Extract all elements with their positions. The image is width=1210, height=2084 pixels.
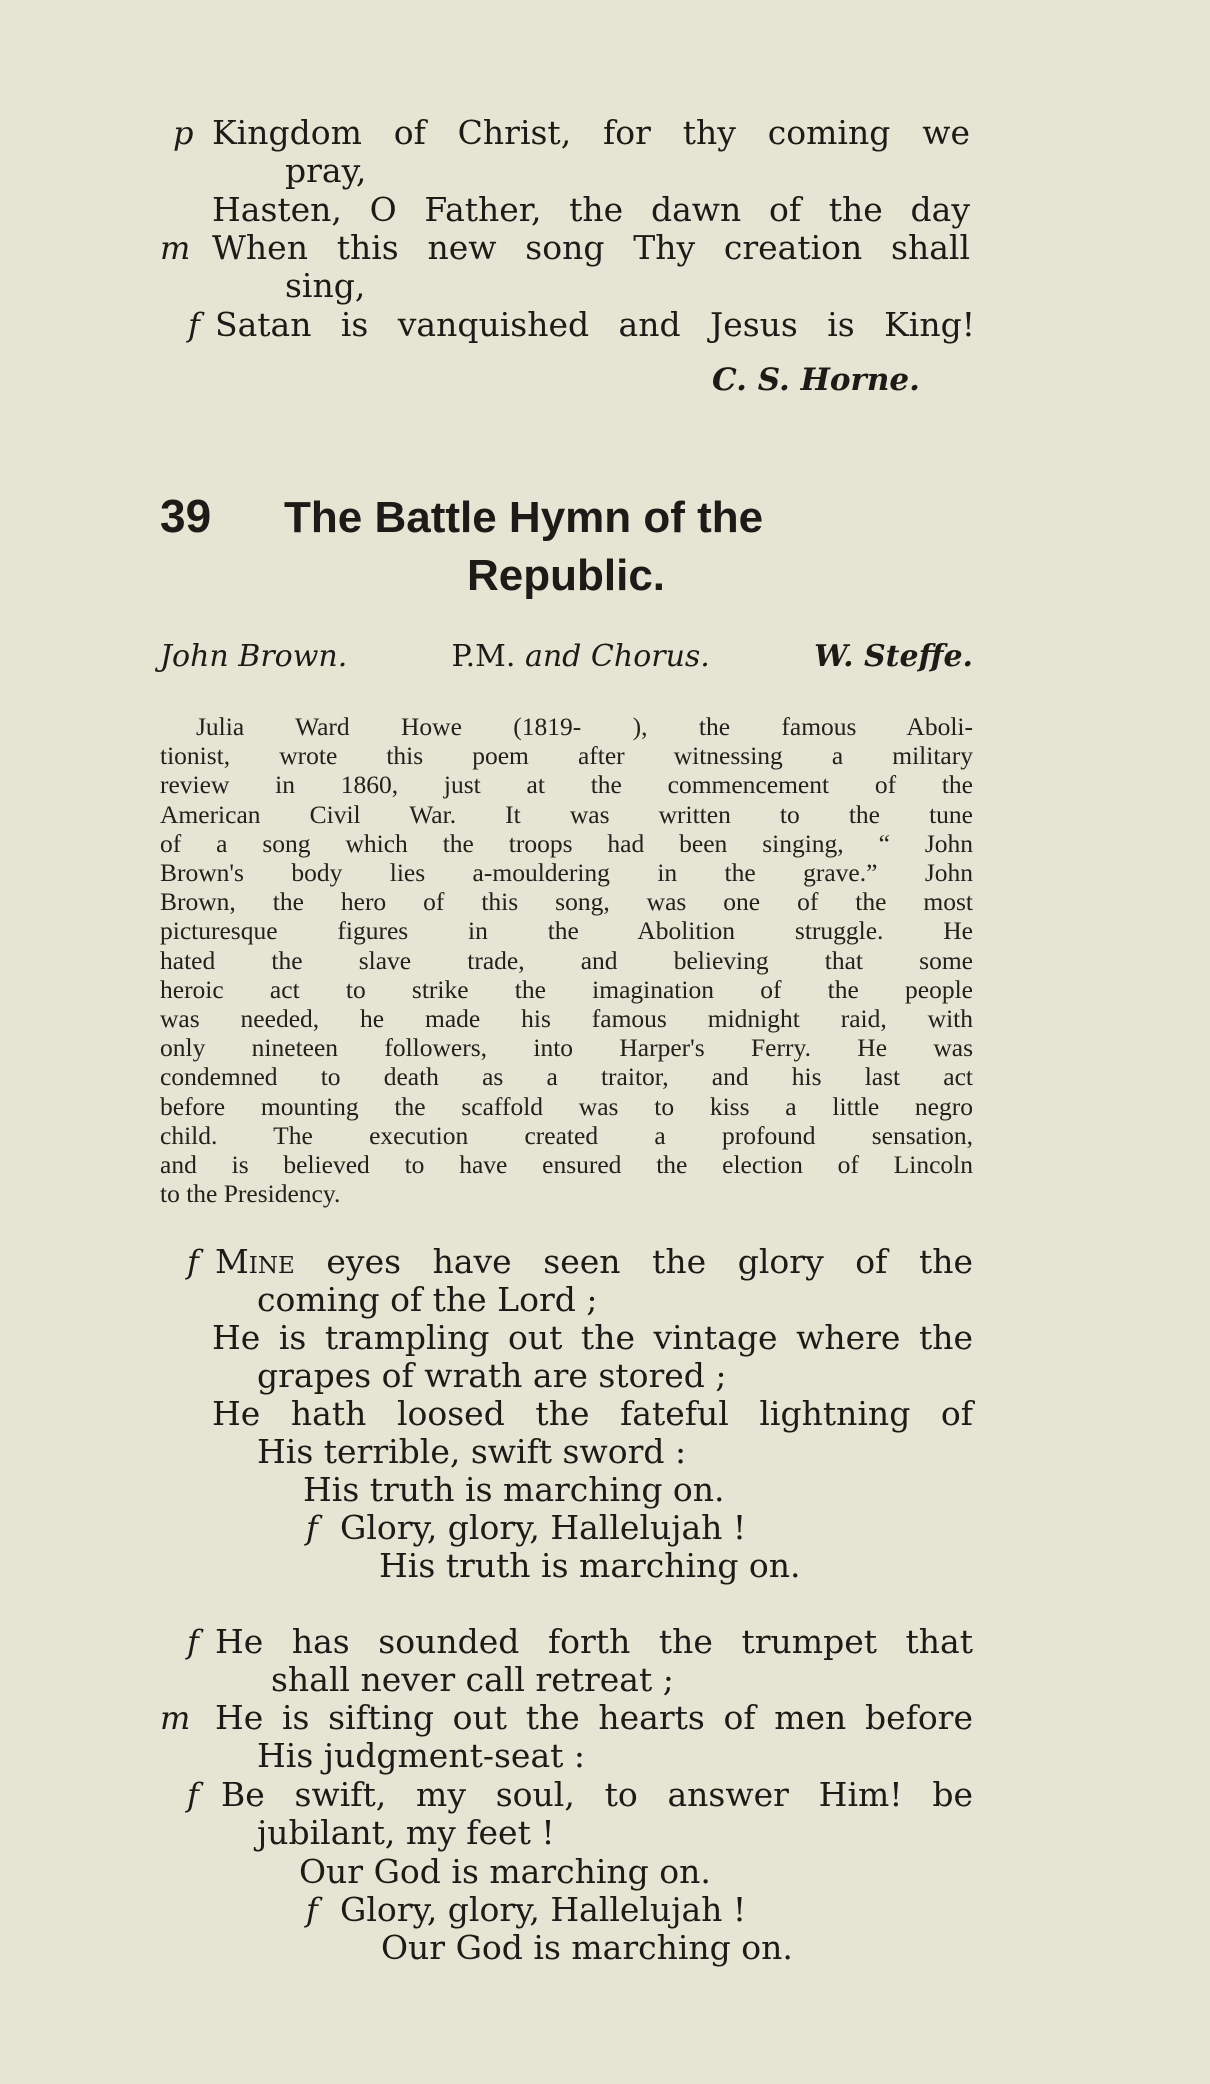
note-line: heroic act to strike the imagination of the people (160, 974, 973, 1004)
hymn-title-continued: Republic. (467, 551, 666, 600)
note-line: picturesque figures in the Abolition struggle. He (160, 916, 973, 946)
author-credit: C. S. Horne. (712, 362, 920, 398)
dynamic-mark: f (188, 306, 200, 344)
verse-line: grapes of wrath are stored ; (257, 1356, 727, 1395)
note-line: of a song which the troops had been singing, “ John (160, 828, 973, 858)
meter: P.M. (451, 639, 516, 674)
dynamic-mark: f (306, 1891, 318, 1929)
verse-line: Be swift, my soul, to answer Him! be (221, 1775, 973, 1814)
verse-line: He has sounded forth the trumpet that (215, 1622, 973, 1661)
dynamic-mark: f (187, 1776, 199, 1814)
meter-group (452, 637, 710, 677)
note-line: child. The execution created a profound sensation, (160, 1120, 973, 1150)
verse-line: jubilant, my feet ! (257, 1813, 555, 1852)
hymn-number: 39 (160, 490, 212, 542)
note-line: hated the slave trade, and believing that some (160, 945, 973, 975)
note-line: only nineteen followers, into Harper's Ferry. He was (160, 1033, 973, 1063)
verse-line: shall never call retreat ; (271, 1660, 674, 1699)
chorus-line: His truth is marching on. (379, 1546, 801, 1585)
note-line: was needed, he made his famous midnight raid, with (160, 1004, 973, 1034)
verse-line: pray, (285, 151, 367, 190)
dynamic-mark: f (187, 1623, 199, 1661)
note-line: before mounting the scaffold was to kiss a little negro (160, 1091, 973, 1121)
note-line: review in 1860, just at the commencement of the (160, 770, 973, 800)
note-line: tionist, wrote this poem after witnessing a military (160, 741, 973, 771)
verse-line: His judgment-seat : (257, 1736, 585, 1775)
dynamic-mark: f (306, 1509, 318, 1547)
chorus-line: Our God is marching on. (381, 1928, 793, 1967)
verse-line: When this new song Thy creation shall (212, 228, 970, 267)
dynamic-mark: p (173, 114, 194, 152)
tune-name: John Brown. (160, 639, 348, 674)
verse-line: sing, (285, 266, 366, 305)
verse-line: Hasten, O Father, the dawn of the day (212, 190, 970, 229)
note-line: to the Presidency. (160, 1179, 341, 1209)
first-word: Mine (215, 1242, 295, 1281)
chorus-line: Glory, glory, Hallelujah ! (340, 1890, 747, 1929)
verse-line: He is sifting out the hearts of men before (215, 1698, 973, 1737)
verse-line: He is trampling out the vintage where the (212, 1318, 973, 1357)
chorus-line: Glory, glory, Hallelujah ! (340, 1508, 747, 1547)
verse-line-rest: eyes have seen the glory of the (326, 1242, 973, 1281)
meter-extra: and Chorus. (524, 639, 710, 674)
note-line: American Civil War. It was written to the tune (160, 799, 973, 829)
hymn-title: The Battle Hymn of the (284, 493, 764, 542)
verse-line: Satan is vanquished and Jesus is King! (215, 305, 975, 344)
verse-line: His truth is marching on. (303, 1470, 725, 1509)
dynamic-mark: m (160, 229, 191, 267)
dynamic-mark: f (187, 1243, 199, 1281)
verse-line: Our God is marching on. (299, 1852, 711, 1891)
verse-line: He hath loosed the fateful lightning of (212, 1394, 973, 1433)
dynamic-mark: m (160, 1699, 191, 1737)
note-line: Julia Ward Howe (1819- ), the famous Aboli- (196, 712, 973, 741)
note-line: Brown, the hero of this song, was one of the most (160, 887, 973, 917)
verse-line: His terrible, swift sword : (257, 1432, 687, 1471)
composer: W. Steffe. (814, 639, 973, 674)
tune-info (160, 637, 973, 677)
note-line: Brown's body lies a-mouldering in the grave.” John (160, 858, 973, 888)
note-line: and is believed to have ensured the election of Lincoln (160, 1150, 973, 1180)
hymn-note (160, 712, 973, 1208)
verse-line: Kingdom of Christ, for thy coming we (212, 113, 970, 152)
verse-line (215, 1242, 973, 1282)
verse-line: coming of the Lord ; (257, 1280, 598, 1319)
note-line: condemned to death as a traitor, and his last act (160, 1062, 973, 1092)
